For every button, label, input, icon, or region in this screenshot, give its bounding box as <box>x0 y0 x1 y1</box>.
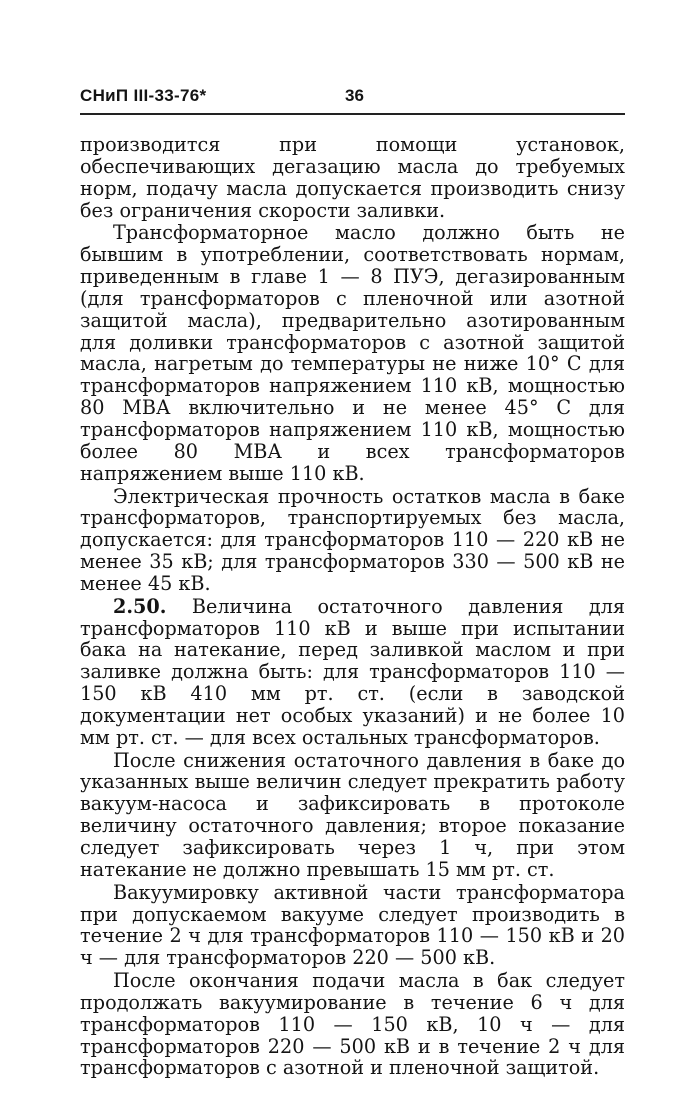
paragraph <box>80 134 625 221</box>
header-rule <box>80 113 625 115</box>
paragraph-text: После снижения остаточного давления в баке до указанных выше величин следует прекратить работу вакуум-насоса и зафиксировать в протоколе величину остаточного давления; второе показание следует зафиксировать через 1 ч, при этом натекание не должно превышать 15 мм рт. ст. <box>80 748 625 881</box>
clause-2-50 <box>80 596 625 749</box>
paragraph-text: производится при помощи установок, обеспечивающих дегазацию масла до требуемых норм, подачу масла допускается производить снизу без ограничения скорости заливки. <box>80 133 625 222</box>
clause-number: 2.50. <box>113 594 167 618</box>
document-code: СНиП III-33-76* <box>80 86 207 105</box>
paragraph <box>80 222 625 484</box>
paragraph-text: Вакуумировку активной части трансформатора при допускаемом вакууме следует производить в течение 2 ч для трансформаторов 110 — 150 кВ и 20 ч — для трансформаторов 220 — 500 кВ. <box>80 880 625 970</box>
paragraph <box>80 750 625 881</box>
page-number: 36 <box>345 86 364 105</box>
paragraph <box>80 970 625 1079</box>
paragraph-text: Величина остаточного давления для трансформаторов 110 кВ и выше при испытании бака на натекание, перед заливкой маслом и при заливке должна быть: для трансформаторов 110 — 150 кВ 410 мм рт. ст. (если в заводской документации нет особых указаний) и не более 10 мм рт. ст. — для всех остальных трансформаторов. <box>80 594 625 749</box>
page-header <box>80 86 625 112</box>
paragraph <box>80 486 625 595</box>
paragraph-text: Электрическая прочность остатков масла в баке трансформаторов, транспортируемых без масла, допускается: для трансформаторов 110 — 220 кВ не менее 35 кВ; для трансформаторов 330 — 500 кВ не менее 45 кВ. <box>80 484 625 595</box>
paragraph-text: Трансформаторное масло должно быть не бывшим в употреблении, соответствовать нормам, приведенным в главе 1 — 8 ПУЭ, дегазированным (для трансформаторов с пленочной или азотной защитой масла), предварительно азотированным для доливки трансформаторов с азотной защитой масла, нагретым до температуры не ниже 10° С для трансформаторов напряжением 110 кВ, мощностью 80 МВА включительно и не менее 45° С для трансформаторов напряжением 110 кВ, мощностью более 80 МВА и всех трансформаторов напряжением выше 110 кВ. <box>80 221 625 485</box>
paragraph <box>80 882 625 969</box>
paragraph-text: После окончания подачи масла в бак следует продолжать вакуумирование в течение 6 ч для трансформаторов 110 — 150 кВ, 10 ч — для трансформаторов 220 — 500 кВ и в течение 2 ч для трансформаторов с азотной и пленочной защитой. <box>80 969 625 1080</box>
body-text <box>80 134 625 1079</box>
